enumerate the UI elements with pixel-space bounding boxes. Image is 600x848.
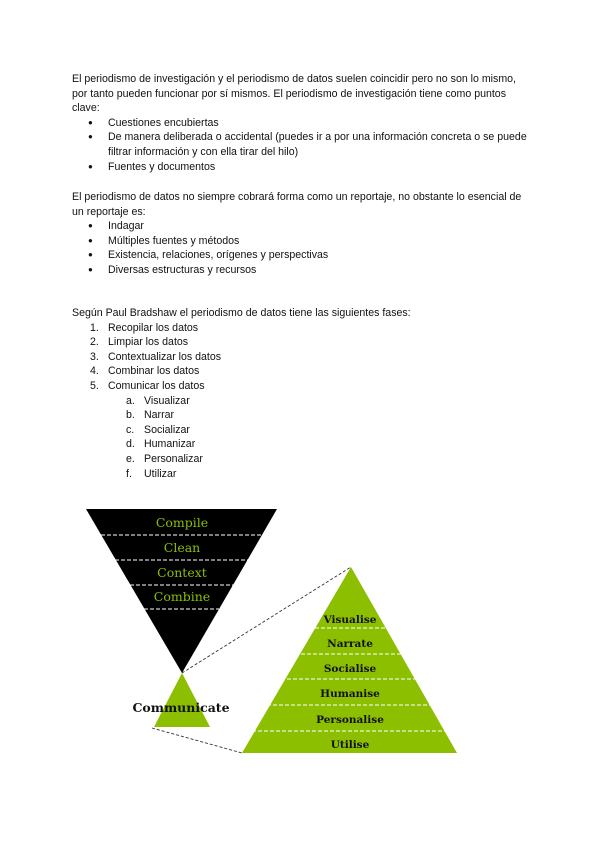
essentials-bullet-list bbox=[72, 219, 532, 277]
funnel-label-combine: Combine bbox=[153, 589, 211, 604]
list-item: f. Utilizar bbox=[126, 467, 177, 480]
data-journalism-pipeline-diagram bbox=[0, 500, 600, 770]
list-item: e. Personalizar bbox=[126, 452, 203, 465]
list-item: 5. Comunicar los datos bbox=[90, 379, 205, 392]
list-item: ● Cuestiones encubiertas bbox=[72, 116, 532, 131]
funnel-label-context: Context bbox=[157, 565, 207, 580]
list-item: ● Indagar bbox=[72, 219, 532, 234]
connector-line-bottom bbox=[152, 728, 242, 753]
list-item: ● Diversas estructuras y recursos bbox=[72, 263, 532, 278]
communicate-label: Communicate bbox=[132, 700, 230, 715]
data-journalism-paragraph: El periodismo de datos no siempre cobrará forma como un reportaje, no obstante lo esencial de un reportaje es: bbox=[72, 191, 522, 218]
pyramid-label-visualise: Visualise bbox=[323, 614, 377, 626]
phases-section bbox=[72, 306, 532, 481]
list-item: 1. Recopilar los datos bbox=[90, 321, 199, 334]
pyramid-label-utilise: Utilise bbox=[330, 739, 370, 751]
list-item: b. Narrar bbox=[126, 409, 175, 422]
list-item: 3. Contextualizar los datos bbox=[90, 350, 222, 363]
intro-paragraph: El periodismo de investigación y el periodismo de datos suelen coincidir pero no son lo mismo, por tanto pueden funcionar por sí mismos. El periodismo de investigación tiene como puntos clave: bbox=[72, 73, 516, 115]
pyramid-label-socialise: Socialise bbox=[323, 663, 377, 675]
pyramid-label-humanise: Humanise bbox=[320, 688, 380, 700]
phases-intro: Según Paul Bradshaw el periodismo de datos tiene las siguientes fases: bbox=[72, 307, 411, 319]
list-item: ● Fuentes y documentos bbox=[72, 160, 532, 175]
funnel-label-compile: Compile bbox=[155, 515, 209, 530]
list-item: a. Visualizar bbox=[126, 394, 190, 407]
list-item: 4. Combinar los datos bbox=[90, 365, 200, 378]
pyramid-label-personalise: Personalise bbox=[316, 714, 384, 726]
phases-list bbox=[72, 321, 532, 394]
list-item: ● De manera deliberada o accidental (puedes ir a por una información concreta o se puede filtrar información y con ella tirar del hilo) bbox=[72, 130, 532, 159]
investigation-bullet-list bbox=[72, 116, 532, 174]
list-item: c. Socializar bbox=[126, 423, 190, 436]
funnel-label-clean: Clean bbox=[163, 540, 201, 555]
list-item: 2. Limpiar los datos bbox=[90, 336, 189, 349]
list-item: ● Existencia, relaciones, orígenes y perspectivas bbox=[72, 248, 532, 263]
intro-section bbox=[72, 72, 532, 174]
list-item: d. Humanizar bbox=[126, 438, 196, 451]
pyramid-label-narrate: Narrate bbox=[327, 638, 373, 650]
communicate-sublist bbox=[72, 394, 532, 482]
data-journalism-section bbox=[72, 190, 532, 278]
list-item: ● Múltiples fuentes y métodos bbox=[72, 234, 532, 249]
